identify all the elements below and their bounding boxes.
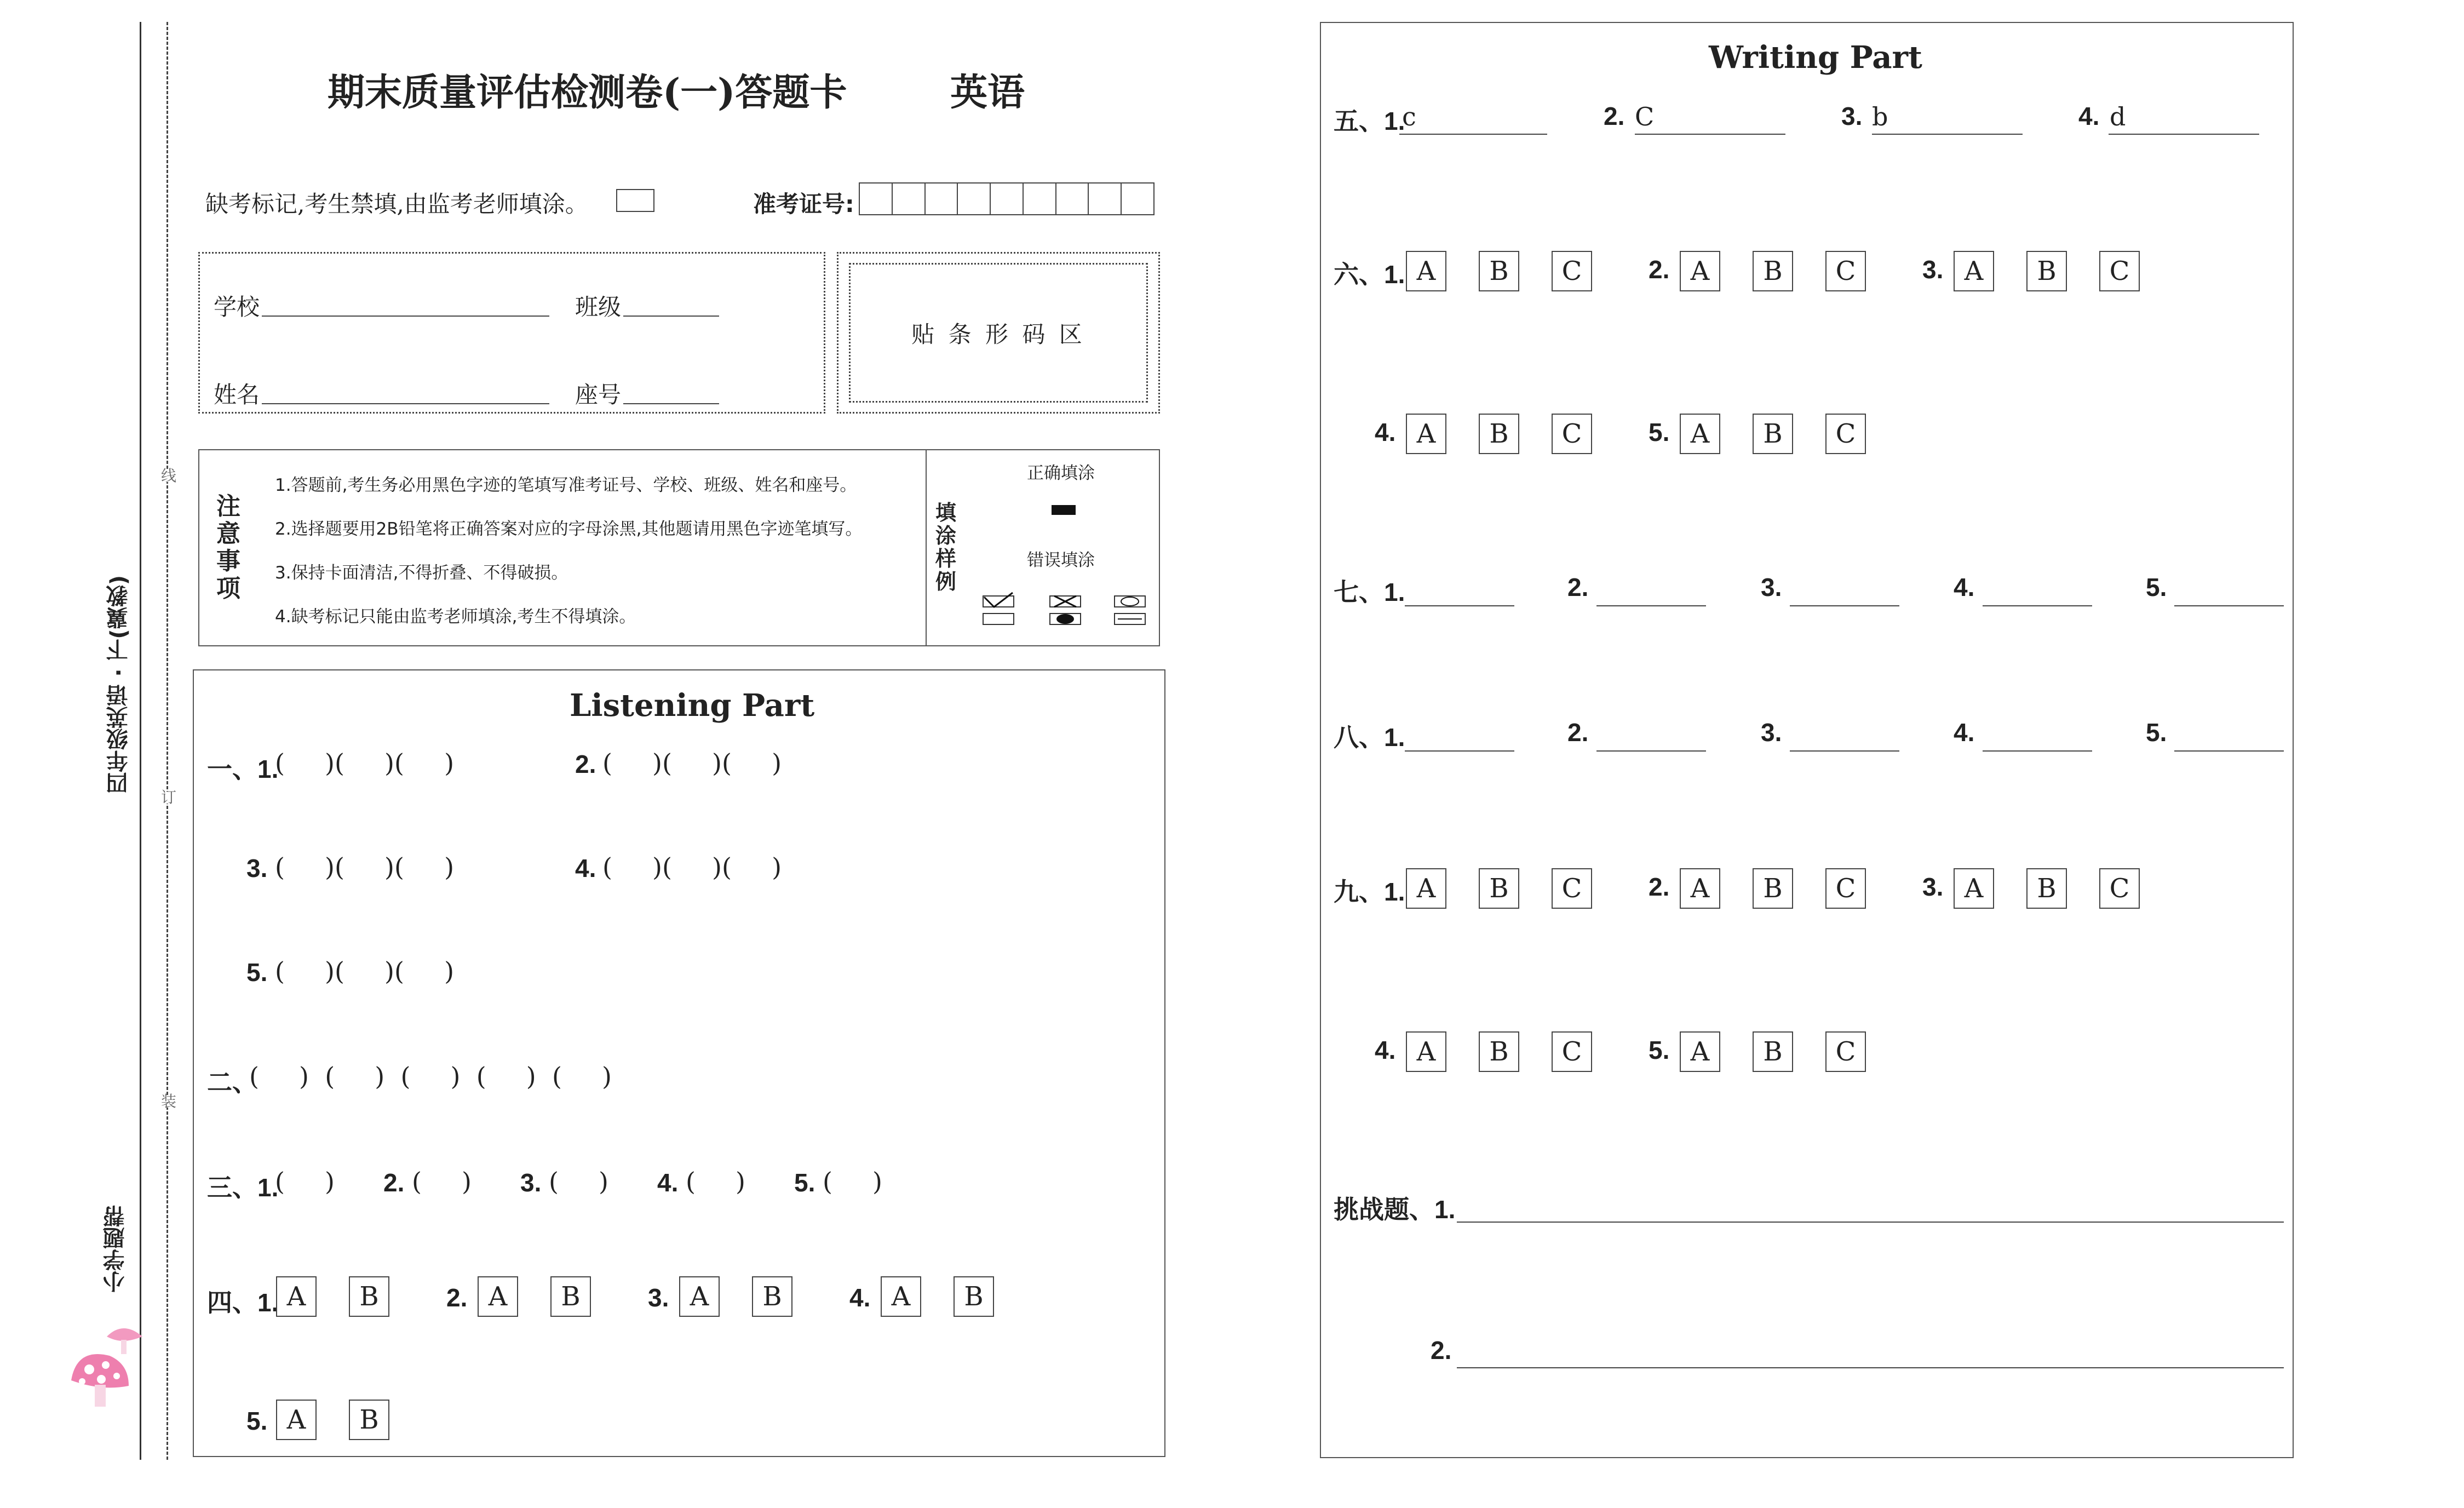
q9-4-option-a[interactable]: A bbox=[1406, 1031, 1446, 1072]
q5-2-answer: C bbox=[1635, 102, 1655, 131]
brand-side-text: 小学题帮 bbox=[103, 1205, 128, 1293]
q5-4-line[interactable] bbox=[2109, 134, 2259, 135]
q6-prefix: 六、1. bbox=[1334, 260, 1405, 289]
q4-2-option-a[interactable]: A bbox=[478, 1276, 518, 1317]
q6-4-option-b[interactable]: B bbox=[1479, 414, 1519, 454]
q6-1-option-a[interactable]: A bbox=[1406, 251, 1446, 291]
correct-fill-label: 正确填涂 bbox=[1027, 463, 1095, 483]
exam-no-boxes[interactable] bbox=[859, 182, 1155, 215]
q9-2-num: 2. bbox=[1649, 873, 1670, 901]
q4-3-option-b[interactable]: B bbox=[752, 1276, 792, 1317]
q1-3-num: 3. bbox=[246, 854, 268, 882]
q5-4-answer: d bbox=[2110, 102, 2126, 131]
q5-prefix: 五、1. bbox=[1334, 107, 1405, 135]
q5-3-line[interactable] bbox=[1872, 134, 2023, 135]
margin-solid-line bbox=[140, 22, 141, 1460]
q8-2-line[interactable] bbox=[1596, 750, 1706, 752]
exam-no-label: 准考证号: bbox=[753, 191, 854, 217]
absent-note: 缺考标记,考生禁填,由监考老师填涂。 bbox=[205, 191, 588, 217]
class-field[interactable] bbox=[623, 316, 719, 317]
q9-2-option-a[interactable]: A bbox=[1680, 868, 1720, 909]
q2-parens[interactable]: ( ) ( ) ( ) ( ) ( ) bbox=[249, 1062, 612, 1091]
q7-3-num: 3. bbox=[1761, 573, 1782, 601]
q8-4-num: 4. bbox=[1954, 718, 1975, 747]
q7-1-line[interactable] bbox=[1405, 605, 1514, 606]
q6-2-option-c[interactable]: C bbox=[1825, 251, 1866, 291]
q4-5-option-b[interactable]: B bbox=[349, 1400, 389, 1440]
q4-1-option-b[interactable]: B bbox=[349, 1276, 389, 1317]
q3-5-paren[interactable]: ( ) bbox=[823, 1167, 883, 1196]
q5-1-answer: c bbox=[1402, 102, 1416, 131]
exam-no-digit-box[interactable] bbox=[859, 182, 893, 215]
q4-4-num: 4. bbox=[849, 1283, 871, 1312]
q7-2-num: 2. bbox=[1567, 573, 1589, 601]
subject-title: 英语 bbox=[950, 71, 1025, 114]
school-label: 学校 bbox=[214, 294, 260, 320]
q4-2-num: 2. bbox=[446, 1283, 468, 1312]
q9-2-option-c[interactable]: C bbox=[1825, 868, 1866, 909]
q6-2-option-a[interactable]: A bbox=[1680, 251, 1720, 291]
q3-4-num: 4. bbox=[657, 1168, 679, 1197]
class-label: 班级 bbox=[575, 294, 622, 320]
barcode-label: 贴 条 形 码 区 bbox=[911, 320, 1085, 348]
q9-5-num: 5. bbox=[1649, 1036, 1670, 1064]
school-field[interactable] bbox=[262, 316, 549, 317]
listening-title: Listening Part bbox=[570, 687, 815, 724]
q7-5-num: 5. bbox=[2146, 573, 2167, 601]
q6-5-option-a[interactable]: A bbox=[1680, 414, 1720, 454]
q3-3-paren[interactable]: ( ) bbox=[549, 1167, 609, 1196]
q8-2-num: 2. bbox=[1567, 718, 1589, 747]
q5-2-num: 2. bbox=[1604, 102, 1625, 130]
q7-2-line[interactable] bbox=[1596, 605, 1706, 606]
q9-3-num: 3. bbox=[1922, 873, 1944, 901]
notice-title: 注意事项 bbox=[216, 492, 240, 603]
notice-item-1: 1.答题前,考生务必用黑色字迹的笔填写准考证号、学校、班级、姓名和座号。 bbox=[275, 475, 857, 495]
q6-4-option-a[interactable]: A bbox=[1406, 414, 1446, 454]
q3-3-num: 3. bbox=[520, 1168, 542, 1197]
q1-5-parens[interactable]: ( )( )( ) bbox=[275, 956, 455, 986]
example-title: 填涂样例 bbox=[935, 501, 957, 594]
exam-no-digit-box[interactable] bbox=[893, 182, 926, 215]
notice-item-2: 2.选择题要用2B铅笔将正确答案对应的字母涂黑,其他题请用黑色字迹笔填写。 bbox=[275, 519, 863, 539]
exam-no-digit-box[interactable] bbox=[1089, 182, 1122, 215]
q9-5-option-a[interactable]: A bbox=[1680, 1031, 1720, 1072]
challenge-1-line[interactable] bbox=[1457, 1222, 2284, 1223]
q9-5-option-c[interactable]: C bbox=[1825, 1031, 1866, 1072]
q9-3-option-b[interactable]: B bbox=[2026, 868, 2067, 909]
q6-4-num: 4. bbox=[1375, 418, 1396, 446]
q6-3-num: 3. bbox=[1922, 255, 1944, 284]
exam-no-digit-box[interactable] bbox=[1024, 182, 1056, 215]
q8-1-line[interactable] bbox=[1405, 750, 1514, 752]
notice-item-3: 3.保持卡面清洁,不得折叠、不得破损。 bbox=[275, 563, 568, 583]
q7-3-line[interactable] bbox=[1790, 605, 1899, 606]
exam-no-digit-box[interactable] bbox=[1056, 182, 1089, 215]
writing-title: Writing Part bbox=[1709, 39, 1922, 76]
correct-fill-sample bbox=[1052, 505, 1076, 515]
q8-prefix: 八、1. bbox=[1334, 723, 1405, 752]
q5-4-num: 4. bbox=[2078, 102, 2100, 130]
exam-no-digit-box[interactable] bbox=[958, 182, 991, 215]
q3-prefix: 三、1. bbox=[207, 1173, 279, 1202]
page-title: 期末质量评估检测卷(一)答题卡 bbox=[328, 71, 847, 114]
wrong-fill-samples bbox=[978, 592, 1153, 630]
q5-2-line[interactable] bbox=[1635, 134, 1785, 135]
grade-subject-side-text: 四年级英语 · 下(冀教) bbox=[106, 575, 131, 794]
margin-mark-pack: 装 bbox=[161, 1092, 177, 1110]
q4-5-option-a[interactable]: A bbox=[276, 1400, 317, 1440]
q6-4-option-c[interactable]: C bbox=[1552, 414, 1592, 454]
q5-1-line[interactable] bbox=[1399, 134, 1547, 135]
q6-2-num: 2. bbox=[1649, 255, 1670, 284]
q9-2-option-b[interactable]: B bbox=[1753, 868, 1793, 909]
q6-1-option-b[interactable]: B bbox=[1479, 251, 1519, 291]
q1-2-parens[interactable]: ( )( )( ) bbox=[602, 748, 782, 778]
q1-4-parens[interactable]: ( )( )( ) bbox=[602, 852, 782, 882]
q8-3-line[interactable] bbox=[1790, 750, 1899, 752]
mushroom-logo-icon bbox=[68, 1315, 151, 1424]
q1-prefix: 一、1. bbox=[207, 755, 279, 783]
q6-5-option-c[interactable]: C bbox=[1825, 414, 1866, 454]
q3-2-num: 2. bbox=[383, 1168, 405, 1197]
q5-3-num: 3. bbox=[1841, 102, 1863, 130]
q3-1-paren[interactable]: ( ) bbox=[275, 1167, 335, 1196]
q7-5-line[interactable] bbox=[2174, 605, 2284, 606]
q9-1-option-c[interactable]: C bbox=[1552, 868, 1592, 909]
q3-2-paren[interactable]: ( ) bbox=[412, 1167, 472, 1196]
q9-prefix: 九、1. bbox=[1334, 878, 1405, 906]
q9-5-option-b[interactable]: B bbox=[1753, 1031, 1793, 1072]
q1-3-parens[interactable]: ( )( )( ) bbox=[275, 852, 455, 882]
q6-3-option-b[interactable]: B bbox=[2026, 251, 2067, 291]
challenge-2-num: 2. bbox=[1431, 1336, 1452, 1364]
q4-4-option-a[interactable]: A bbox=[881, 1276, 921, 1317]
q4-1-option-a[interactable]: A bbox=[276, 1276, 317, 1317]
q1-1-parens[interactable]: ( )( )( ) bbox=[275, 748, 455, 778]
q8-4-line[interactable] bbox=[1983, 750, 2092, 752]
exam-no-digit-box[interactable] bbox=[991, 182, 1024, 215]
q6-1-option-c[interactable]: C bbox=[1552, 251, 1592, 291]
q7-prefix: 七、1. bbox=[1334, 578, 1405, 606]
margin-mark-bind: 订 bbox=[161, 788, 177, 806]
challenge-2-line[interactable] bbox=[1457, 1367, 2284, 1368]
barcode-area bbox=[849, 263, 1148, 403]
q9-4-option-b[interactable]: B bbox=[1479, 1031, 1519, 1072]
q4-3-option-a[interactable]: A bbox=[679, 1276, 720, 1317]
q9-4-num: 4. bbox=[1375, 1036, 1396, 1064]
student-info-box bbox=[198, 252, 825, 414]
q4-5-num: 5. bbox=[246, 1407, 268, 1435]
q9-3-option-a[interactable]: A bbox=[1954, 868, 1994, 909]
q6-3-option-a[interactable]: A bbox=[1954, 251, 1994, 291]
q5-3-answer: b bbox=[1872, 102, 1888, 131]
q2-prefix: 二、 bbox=[207, 1068, 257, 1097]
absent-mark-box[interactable] bbox=[616, 189, 654, 212]
q9-1-option-a[interactable]: A bbox=[1406, 868, 1446, 909]
wrong-fill-label: 错误填涂 bbox=[1027, 551, 1095, 570]
exam-no-digit-box[interactable] bbox=[1122, 182, 1155, 215]
q3-4-paren[interactable]: ( ) bbox=[686, 1167, 746, 1196]
name-field[interactable] bbox=[262, 403, 549, 404]
notice-item-4: 4.缺考标记只能由监考老师填涂,考生不得填涂。 bbox=[275, 607, 636, 627]
q6-2-option-b[interactable]: B bbox=[1753, 251, 1793, 291]
q4-3-num: 3. bbox=[648, 1283, 669, 1312]
q1-5-num: 5. bbox=[246, 958, 268, 987]
q7-4-line[interactable] bbox=[1983, 605, 2092, 606]
margin-dashed-line bbox=[166, 22, 168, 1460]
q6-3-option-c[interactable]: C bbox=[2099, 251, 2140, 291]
q9-3-option-c[interactable]: C bbox=[2099, 868, 2140, 909]
q1-2-num: 2. bbox=[575, 750, 596, 778]
q8-3-num: 3. bbox=[1761, 718, 1782, 747]
notice-divider bbox=[926, 449, 927, 646]
q4-2-option-b[interactable]: B bbox=[550, 1276, 591, 1317]
q9-1-option-b[interactable]: B bbox=[1479, 868, 1519, 909]
seat-label: 座号 bbox=[575, 381, 622, 408]
margin-mark-line: 线 bbox=[161, 467, 177, 485]
q4-prefix: 四、1. bbox=[207, 1288, 279, 1317]
name-label: 姓名 bbox=[214, 381, 260, 408]
q3-5-num: 5. bbox=[794, 1168, 815, 1197]
q8-5-line[interactable] bbox=[2174, 750, 2284, 752]
q7-4-num: 4. bbox=[1954, 573, 1975, 601]
q1-4-num: 4. bbox=[575, 854, 596, 882]
exam-no-digit-box[interactable] bbox=[926, 182, 958, 215]
q9-4-option-c[interactable]: C bbox=[1552, 1031, 1592, 1072]
q4-4-option-b[interactable]: B bbox=[954, 1276, 994, 1317]
challenge-prefix: 挑战题、1. bbox=[1334, 1195, 1456, 1224]
q6-5-num: 5. bbox=[1649, 418, 1670, 446]
q6-5-option-b[interactable]: B bbox=[1753, 414, 1793, 454]
seat-field[interactable] bbox=[623, 403, 719, 404]
q8-5-num: 5. bbox=[2146, 718, 2167, 747]
